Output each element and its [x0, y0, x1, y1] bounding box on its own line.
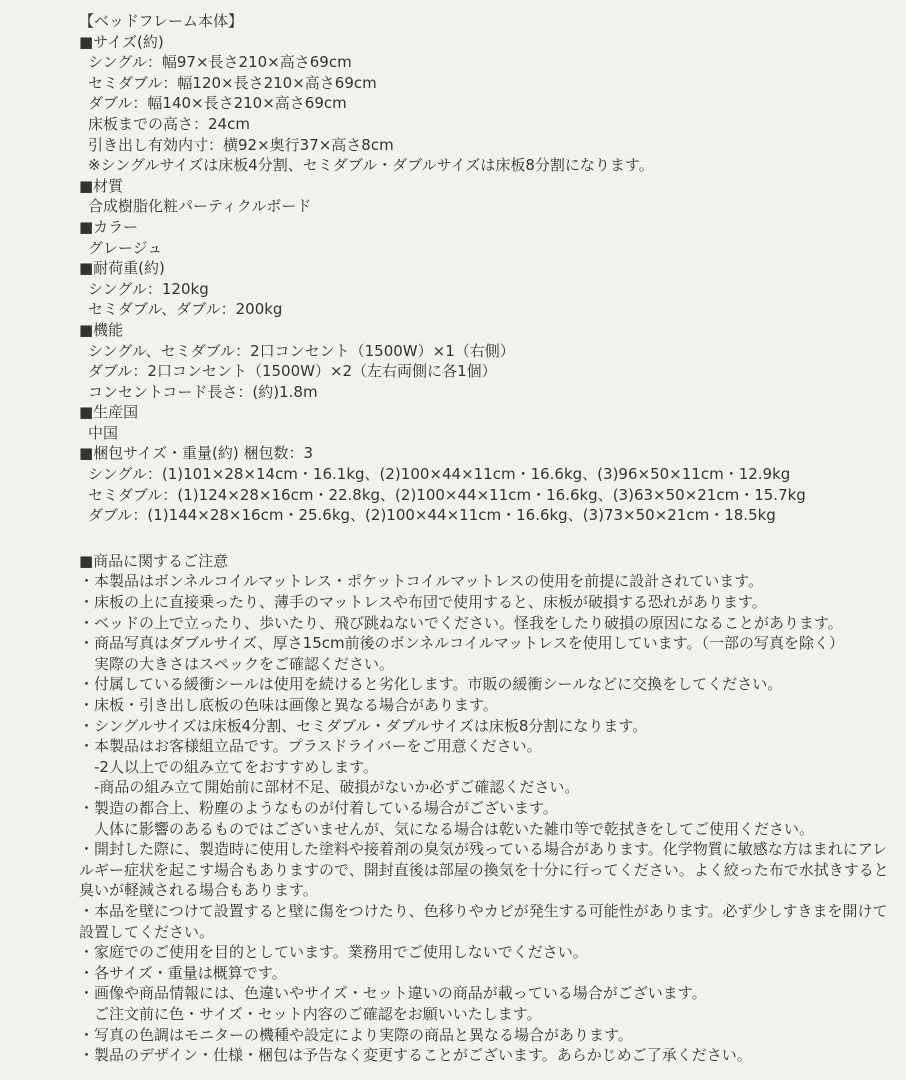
note-line: ・家庭でのご使用を目的としています。業務用でご使用しないでください。: [79, 943, 588, 962]
heading-load: ■耐荷重(約): [79, 259, 165, 278]
note-subline: -商品の組み立て開始前に部材不足、破損がないか必ずご確認ください。: [94, 778, 580, 797]
note-line-continuation: 臭いが軽減される場合もあります。: [79, 881, 318, 900]
note-line: ・商品写真はダブルサイズ、厚さ15cm前後のボンネルコイルマットレスを使用しています。（一部の写真を除く）: [79, 634, 844, 653]
product-title: 【ベッドフレーム本体】: [79, 12, 243, 30]
note-line-continuation: ルギー症状を起こす場合もありますので、開封直後は部屋の換気を十分に行ってください。よく絞った布で水拭きすると: [79, 860, 889, 879]
note-line: ・開封した際に、製造時に使用した塗料や接着剤の臭気が残っている場合があります。化学物質に敏感な方はまれにアレ: [79, 840, 888, 859]
note-line: ・床板・引き出し底板の色味は画像と異なる場合があります。: [79, 696, 498, 714]
note-subline: -2人以上での組み立てをおすすめします。: [94, 757, 378, 776]
note-line-continuation: 実際の大きさはスペックをご確認ください。: [94, 654, 395, 673]
spec-line: シングル：120kg: [88, 279, 209, 298]
heading-notes: ■商品に関するご注意: [79, 551, 229, 570]
heading-material: ■材質: [79, 176, 124, 195]
note-line: ・製造の都合上、粉塵のようなものが付着している場合がございます。: [79, 798, 558, 817]
spec-block: [79, 11, 898, 526]
note-line: ・本品を壁につけて設置すると壁に傷をつけたり、色移りやカビが発生する可能性があります。必ず少しすきまを開けて: [79, 901, 888, 920]
spec-line: 引き出し有効内寸：横92×奥行37×高さ8cm: [88, 135, 394, 154]
note-line: ・製品のデザイン・仕様・梱包は予告なく変更することがございます。あらかじめご了承ください。: [79, 1046, 752, 1065]
heading-packing: ■梱包サイズ・重量(約) 梱包数：3: [79, 444, 313, 463]
spec-line: ダブル：幅140×長さ210×高さ69cm: [88, 94, 347, 113]
note-line-continuation: 人体に影響のあるものではございませんが、気になる場合は乾いた雑巾等で乾拭きをしてご使用ください。: [94, 819, 815, 838]
spec-line: シングル：幅97×長さ210×高さ69cm: [88, 53, 352, 72]
heading-function: ■機能: [79, 320, 124, 339]
note-line: ・床板の上に直接乗ったり、薄手のマットレスや布団で使用すると、床板が破損する恐れがあります。: [79, 593, 767, 612]
note-line-continuation: 設置してください。: [79, 922, 215, 941]
notes-block: [79, 551, 898, 1066]
spec-line: ダブル：(1)144×28×16cm・25.6kg、(2)100×44×11cm・16.6kg、(3)73×50×21cm・18.5kg: [88, 506, 776, 525]
spec-line: コンセントコード長さ：(約)1.8m: [88, 382, 318, 401]
spec-line: ダブル：2口コンセント（1500W）×2（左右両側に各1個）: [88, 362, 497, 381]
heading-country: ■生産国: [79, 403, 139, 422]
note-line: ・シングルサイズは床板4分割、セミダブル・ダブルサイズは床板8分割になります。: [79, 716, 648, 735]
spec-line: 床板までの高さ：24cm: [88, 114, 250, 133]
spec-line: セミダブル：幅120×長さ210×高さ69cm: [88, 73, 377, 92]
note-line: ・付属している緩衝シールは使用を続けると劣化します。市販の緩衝シールなどに交換をしてください。: [79, 675, 783, 694]
note-line: ・ベッドの上で立ったり、歩いたり、飛び跳ねないでください。怪我をしたり破損の原因になることがあります。: [79, 613, 843, 632]
spec-line: 合成樹脂化粧パーティクルボード: [88, 197, 312, 216]
note-line: ・各サイズ・重量は概算です。: [79, 963, 287, 982]
spec-line: シングル、セミダブル：2口コンセント（1500W）×1（右側）: [88, 341, 515, 360]
spec-note: ※シングルサイズは床板4分割、セミダブル・ダブルサイズは床板8分割になります。: [88, 156, 654, 175]
heading-color: ■カラー: [79, 217, 139, 236]
note-line: ・本製品はお客様組立品です。プラスドライバーをご用意ください。: [79, 737, 542, 756]
spec-line: グレージュ: [88, 238, 163, 257]
spec-line: セミダブル、ダブル：200kg: [88, 300, 283, 319]
heading-size: ■サイズ(約): [79, 32, 164, 51]
note-line-continuation: ご注文前に色・サイズ・セット内容のご確認をお願いいたします。: [94, 1004, 542, 1023]
note-line: ・写真の色調はモニターの機種や設定により実際の商品と異なる場合があります。: [79, 1025, 633, 1044]
note-line: ・画像や商品情報には、色違いやサイズ・セット違いの商品が載っている場合がございます。: [79, 984, 707, 1003]
spec-line: セミダブル：(1)124×28×16cm・22.8kg、(2)100×44×11cm・16.6kg、(3)63×50×21cm・15.7kg: [88, 485, 806, 504]
spec-line: シングル：(1)101×28×14cm・16.1kg、(2)100×44×11cm・16.6kg、(3)96×50×11cm・12.9kg: [88, 465, 791, 484]
note-line: ・本製品はボンネルコイルマットレス・ポケットコイルマットレスの使用を前提に設計されています。: [79, 572, 764, 591]
spec-line: 中国: [88, 423, 119, 442]
